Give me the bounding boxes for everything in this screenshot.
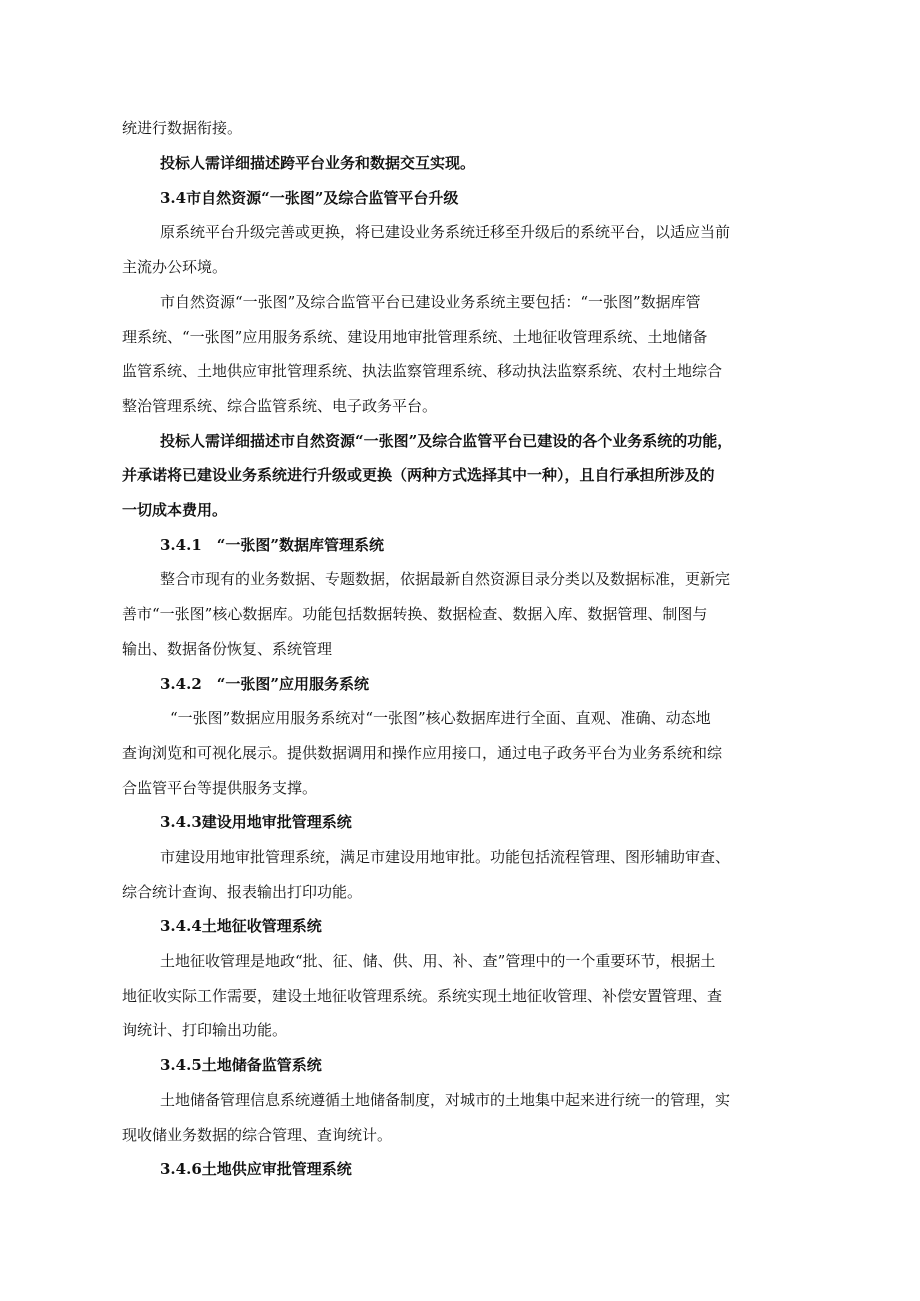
section-heading-3-4-2: 3.4.2 “一张图”应用服务系统 — [160, 675, 370, 693]
text-line: 整合市现有的业务数据、专题数据，依据最新自然资源目录分类以及数据标准，更新完 — [160, 570, 731, 588]
text-line: 统进行数据衔接。 — [122, 119, 243, 137]
bold-statement: 投标人需详细描述市自然资源“一张图”及综合监管平台已建设的各个业务系统的功能， — [160, 432, 733, 450]
text-line: 合监管平台等提供服务支撑。 — [122, 779, 318, 797]
text-line: 善市“一张图”核心数据库。功能包括数据转换、数据检查、数据入库、数据管理、制图与 — [122, 605, 708, 623]
text-line: 原系统平台升级完善或更换，将已建设业务系统迁移至升级后的系统平台，以适应当前 — [160, 223, 731, 241]
text-line: 土地储备管理信息系统遵循土地储备制度，对城市的土地集中起来进行统一的管理，实 — [160, 1091, 731, 1109]
text-line: “一张图”数据应用服务系统对“一张图”核心数据库进行全面、直观、准确、动态地 — [170, 709, 711, 727]
text-line: 现收储业务数据的综合管理、查询统计。 — [122, 1126, 393, 1144]
text-line: 主流办公环境。 — [122, 258, 228, 276]
text-line: 查询浏览和可视化展示。提供数据调用和操作应用接口，通过电子政务平台为业务系统和综 — [122, 744, 723, 762]
section-heading-3-4-1: 3.4.1 “一张图”数据库管理系统 — [160, 536, 385, 554]
bold-statement: 并承诺将已建设业务系统进行升级或更换（两种方式选择其中一种），且自行承担所涉及的 — [122, 466, 715, 484]
text-line: 整治管理系统、综合监管系统、电子政务平台。 — [122, 397, 438, 415]
section-heading-3-4-5: 3.4.5土地储备监管系统 — [160, 1056, 322, 1074]
text-line: 土地征收管理是地政“批、征、储、供、用、补、查”管理中的一个重要环节，根据土 — [160, 952, 716, 970]
bold-statement: 一切成本费用。 — [122, 501, 228, 519]
text-line: 监管系统、土地供应审批管理系统、执法监察管理系统、移动执法监察系统、农村土地综合 — [122, 362, 723, 380]
bold-statement: 投标人需详细描述跨平台业务和数据交互实现。 — [160, 154, 476, 172]
text-line: 地征收实际工作需要，建设土地征收管理系统。系统实现土地征收管理、补偿安置管理、查 — [122, 987, 723, 1005]
text-line: 询统计、打印输出功能。 — [122, 1021, 288, 1039]
text-line: 市建设用地审批管理系统，满足市建设用地审批。功能包括流程管理、图形辅助审查、 — [160, 848, 731, 866]
section-heading-3-4-6: 3.4.6土地供应审批管理系统 — [160, 1160, 352, 1178]
section-heading-3-4-4: 3.4.4土地征收管理系统 — [160, 917, 322, 935]
section-heading-3-4-3: 3.4.3建设用地审批管理系统 — [160, 813, 352, 831]
text-line: 综合统计查询、报表输出打印功能。 — [122, 883, 363, 901]
text-line: 理系统、“一张图”应用服务系统、建设用地审批管理系统、土地征收管理系统、土地储备 — [122, 328, 708, 346]
section-heading-3-4: 3.4市自然资源“一张图”及综合监管平台升级 — [160, 189, 459, 207]
text-line: 输出、数据备份恢复、系统管理 — [122, 640, 333, 658]
text-line: 市自然资源“一张图”及综合监管平台已建设业务系统主要包括：“一张图”数据库管 — [160, 293, 701, 311]
